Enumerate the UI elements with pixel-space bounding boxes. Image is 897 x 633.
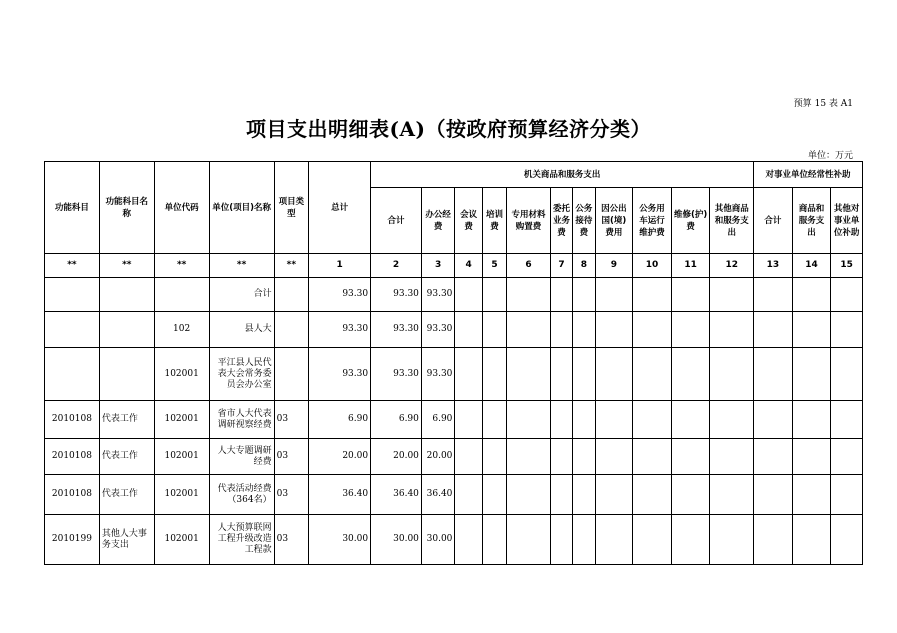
cell-func: 2010108 <box>45 401 100 439</box>
empty-cell <box>831 515 863 565</box>
cell-subtotal: 93.30 <box>371 312 422 348</box>
cell-func: 2010108 <box>45 439 100 475</box>
index-cell: 1 <box>309 254 371 278</box>
empty-cell <box>710 312 754 348</box>
empty-cell <box>573 278 595 312</box>
header-abroad: 因公出国(境)费用 <box>595 188 633 254</box>
header-office: 办公经费 <box>421 188 455 254</box>
empty-cell <box>710 475 754 515</box>
index-cell: 9 <box>595 254 633 278</box>
cell-unit-code: 102 <box>154 312 209 348</box>
cell-subtotal: 36.40 <box>371 475 422 515</box>
empty-cell <box>550 312 572 348</box>
header-group-subsidy: 对事业单位经常性补助 <box>754 162 863 188</box>
empty-cell <box>671 515 710 565</box>
empty-cell <box>482 278 506 312</box>
cell-func <box>45 312 100 348</box>
index-cell: ** <box>209 254 274 278</box>
index-cell: 2 <box>371 254 422 278</box>
table-row <box>45 439 863 475</box>
empty-cell <box>633 278 672 312</box>
empty-cell <box>792 475 831 515</box>
empty-cell <box>573 439 595 475</box>
empty-cell <box>754 348 793 401</box>
empty-cell <box>595 515 633 565</box>
cell-func-name <box>99 312 154 348</box>
index-cell: 11 <box>671 254 710 278</box>
budget-table <box>44 161 863 565</box>
cell-unit-code: 102001 <box>154 401 209 439</box>
empty-cell <box>455 312 482 348</box>
cell-office: 20.00 <box>421 439 455 475</box>
empty-cell <box>792 278 831 312</box>
table-row <box>45 312 863 348</box>
empty-cell <box>507 401 551 439</box>
cell-unit-code: 102001 <box>154 439 209 475</box>
page-title: 项目支出明细表(A)（按政府预算经济分类） <box>246 117 651 141</box>
table-row <box>45 515 863 565</box>
cell-type <box>274 348 309 401</box>
empty-cell <box>792 515 831 565</box>
header-group-org: 机关商品和服务支出 <box>371 162 754 188</box>
cell-unit-code: 102001 <box>154 475 209 515</box>
empty-cell <box>550 515 572 565</box>
empty-cell <box>482 401 506 439</box>
cell-subtotal: 20.00 <box>371 439 422 475</box>
index-cell: ** <box>99 254 154 278</box>
index-cell: ** <box>274 254 309 278</box>
empty-cell <box>482 515 506 565</box>
cell-unit-code: 102001 <box>154 515 209 565</box>
empty-cell <box>595 439 633 475</box>
index-cell: 4 <box>455 254 482 278</box>
empty-cell <box>831 348 863 401</box>
table-row <box>45 475 863 515</box>
table-row <box>45 401 863 439</box>
cell-office: 30.00 <box>421 515 455 565</box>
cell-unit-name: 省市人大代表调研视察经费 <box>209 401 274 439</box>
header-commission: 委托业务费 <box>550 188 572 254</box>
empty-cell <box>482 475 506 515</box>
empty-cell <box>754 278 793 312</box>
empty-cell <box>831 401 863 439</box>
cell-subtotal: 6.90 <box>371 401 422 439</box>
index-cell: 15 <box>831 254 863 278</box>
header-unit-code: 单位代码 <box>154 162 209 254</box>
index-cell: 12 <box>710 254 754 278</box>
index-cell: 3 <box>421 254 455 278</box>
header-reception: 公务接待费 <box>573 188 595 254</box>
empty-cell <box>633 401 672 439</box>
index-cell: 5 <box>482 254 506 278</box>
header-sub-goods: 商品和服务支出 <box>792 188 831 254</box>
empty-cell <box>550 439 572 475</box>
cell-total: 20.00 <box>309 439 371 475</box>
empty-cell <box>710 278 754 312</box>
cell-office: 93.30 <box>421 348 455 401</box>
index-cell: 14 <box>792 254 831 278</box>
cell-type: 03 <box>274 401 309 439</box>
cell-func-name: 代表工作 <box>99 439 154 475</box>
empty-cell <box>754 401 793 439</box>
cell-func: 2010108 <box>45 475 100 515</box>
index-cell: ** <box>45 254 100 278</box>
header-unit-project-name: 单位(项目)名称 <box>209 162 274 254</box>
table-row <box>45 348 863 401</box>
table-row <box>45 278 863 312</box>
cell-func-name <box>99 348 154 401</box>
empty-cell <box>595 278 633 312</box>
index-cell: ** <box>154 254 209 278</box>
empty-cell <box>482 348 506 401</box>
empty-cell <box>507 515 551 565</box>
empty-cell <box>455 401 482 439</box>
empty-cell <box>550 475 572 515</box>
cell-office: 93.30 <box>421 278 455 312</box>
cell-type: 03 <box>274 439 309 475</box>
index-cell: 6 <box>507 254 551 278</box>
empty-cell <box>671 348 710 401</box>
cell-func-name <box>99 278 154 312</box>
cell-func <box>45 278 100 312</box>
cell-office: 93.30 <box>421 312 455 348</box>
empty-cell <box>573 312 595 348</box>
empty-cell <box>792 312 831 348</box>
empty-cell <box>455 515 482 565</box>
empty-cell <box>671 401 710 439</box>
empty-cell <box>671 439 710 475</box>
empty-cell <box>507 439 551 475</box>
empty-cell <box>455 439 482 475</box>
cell-subtotal: 30.00 <box>371 515 422 565</box>
cell-total: 93.30 <box>309 278 371 312</box>
empty-cell <box>710 439 754 475</box>
header-meeting: 会议费 <box>455 188 482 254</box>
cell-func: 2010199 <box>45 515 100 565</box>
empty-cell <box>792 439 831 475</box>
header-training: 培训费 <box>482 188 506 254</box>
empty-cell <box>507 278 551 312</box>
empty-cell <box>507 348 551 401</box>
cell-total: 93.30 <box>309 312 371 348</box>
cell-subtotal: 93.30 <box>371 348 422 401</box>
empty-cell <box>573 515 595 565</box>
cell-type: 03 <box>274 515 309 565</box>
cell-subtotal: 93.30 <box>371 278 422 312</box>
header-subtotal: 合计 <box>371 188 422 254</box>
cell-office: 6.90 <box>421 401 455 439</box>
cell-type <box>274 312 309 348</box>
empty-cell <box>455 278 482 312</box>
header-other-goods: 其他商品和服务支出 <box>710 188 754 254</box>
empty-cell <box>754 475 793 515</box>
empty-cell <box>507 475 551 515</box>
header-func-subject: 功能科目 <box>45 162 100 254</box>
cell-total: 93.30 <box>309 348 371 401</box>
header-func-subject-name: 功能科目名称 <box>99 162 154 254</box>
empty-cell <box>455 348 482 401</box>
empty-cell <box>595 475 633 515</box>
empty-cell <box>633 475 672 515</box>
empty-cell <box>831 312 863 348</box>
empty-cell <box>754 439 793 475</box>
empty-cell <box>633 515 672 565</box>
empty-cell <box>482 439 506 475</box>
empty-cell <box>550 278 572 312</box>
cell-unit-name: 人大专题调研经费 <box>209 439 274 475</box>
header-repair: 维修(护)费 <box>671 188 710 254</box>
empty-cell <box>710 401 754 439</box>
empty-cell <box>671 312 710 348</box>
empty-cell <box>595 401 633 439</box>
index-cell: 8 <box>573 254 595 278</box>
cell-total: 6.90 <box>309 401 371 439</box>
empty-cell <box>573 401 595 439</box>
empty-cell <box>482 312 506 348</box>
empty-cell <box>595 348 633 401</box>
empty-cell <box>831 475 863 515</box>
header-total: 总计 <box>309 162 371 254</box>
empty-cell <box>671 278 710 312</box>
cell-total: 36.40 <box>309 475 371 515</box>
empty-cell <box>792 348 831 401</box>
empty-cell <box>710 515 754 565</box>
cell-func-name: 其他人大事务支出 <box>99 515 154 565</box>
cell-unit-code <box>154 278 209 312</box>
header-sub-other: 其他对事业单位补助 <box>831 188 863 254</box>
cell-type: 03 <box>274 475 309 515</box>
cell-unit-name: 县人大 <box>209 312 274 348</box>
empty-cell <box>754 515 793 565</box>
index-cell: 13 <box>754 254 793 278</box>
empty-cell <box>792 401 831 439</box>
empty-cell <box>550 401 572 439</box>
empty-cell <box>573 475 595 515</box>
cell-func-name: 代表工作 <box>99 475 154 515</box>
empty-cell <box>633 348 672 401</box>
empty-cell <box>595 312 633 348</box>
header-vehicle: 公务用车运行维护费 <box>633 188 672 254</box>
empty-cell <box>754 312 793 348</box>
cell-unit-name: 平江县人民代表大会常务委员会办公室 <box>209 348 274 401</box>
empty-cell <box>507 312 551 348</box>
empty-cell <box>550 348 572 401</box>
index-cell: 7 <box>550 254 572 278</box>
empty-cell <box>831 439 863 475</box>
index-cell: 10 <box>633 254 672 278</box>
cell-func <box>45 348 100 401</box>
cell-type <box>274 278 309 312</box>
empty-cell <box>633 439 672 475</box>
header-sub-total: 合计 <box>754 188 793 254</box>
unit-label: 单位：万元 <box>807 151 853 161</box>
cell-total: 30.00 <box>309 515 371 565</box>
header-materials: 专用材料购置费 <box>507 188 551 254</box>
header-project-type: 项目类型 <box>274 162 309 254</box>
cell-unit-name: 合计 <box>209 278 274 312</box>
empty-cell <box>671 475 710 515</box>
cell-office: 36.40 <box>421 475 455 515</box>
empty-cell <box>710 348 754 401</box>
empty-cell <box>573 348 595 401</box>
cell-func-name: 代表工作 <box>99 401 154 439</box>
cell-unit-name: 代表活动经费（364名） <box>209 475 274 515</box>
empty-cell <box>633 312 672 348</box>
form-code: 预算 15 表 A1 <box>793 99 853 109</box>
cell-unit-name: 人大预算联网工程升级改造工程款 <box>209 515 274 565</box>
empty-cell <box>455 475 482 515</box>
empty-cell <box>831 278 863 312</box>
cell-unit-code: 102001 <box>154 348 209 401</box>
index-row <box>45 254 863 278</box>
